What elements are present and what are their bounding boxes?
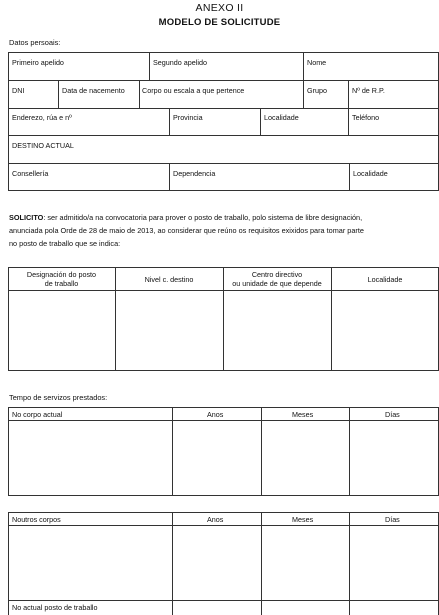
header-line: Centro directivo [251,270,303,279]
row-divider [8,600,439,601]
months-cell[interactable] [262,421,348,495]
col-divider [348,80,349,108]
form-title: MODELO DE SOLICITUDE [158,17,281,28]
directive-center-header [223,270,331,288]
dependency-field[interactable]: Dependencia [173,169,216,178]
service-time-label: Tempo de servizos prestados: [9,393,108,402]
birth-date-field[interactable]: Data de nacemento [62,86,125,95]
col-divider [169,108,170,135]
row-divider [8,135,439,136]
days-cell[interactable] [350,526,438,599]
name-field[interactable]: Nome [307,58,327,67]
other-corps-header: Noutros corpos [12,515,61,524]
directive-center-cell[interactable] [224,291,330,370]
rp-number-field[interactable]: Nº de R.P. [352,86,385,95]
annex-title: ANEXO II [195,2,244,14]
months-cell[interactable] [262,526,348,599]
level-cell[interactable] [116,291,222,370]
col-divider [303,52,304,80]
request-line-1: : ser admitido/a na convocatoria para prover o posto de traballo, polo sistema de libre designación, [43,213,363,222]
level-header [115,275,223,284]
dni-field[interactable]: DNI [12,86,25,95]
header-line: ou unidade de que depende [232,279,322,288]
col-divider [303,80,304,108]
header-line: Localidade [367,275,403,284]
request-paragraph [9,211,439,250]
current-post-label: No actual posto de traballo [12,603,98,612]
request-lead: SOLICITO [9,213,44,222]
post-designation-cell[interactable] [9,291,114,370]
col-divider [58,80,59,108]
months-header: Meses [292,410,314,419]
address-field[interactable]: Enderezo, rúa e nº [12,113,72,122]
post-designation-header [8,270,115,288]
province-field[interactable]: Provincia [173,113,203,122]
corps-field[interactable]: Corpo ou escala a que pertence [142,86,245,95]
current-corps-cell[interactable] [9,421,171,495]
department-field[interactable]: Consellería [12,169,49,178]
col-divider [260,108,261,135]
days-header: Días [385,410,400,419]
current-corps-header: No corpo actual [12,410,63,419]
destination-locality-field[interactable]: Localidade [353,169,388,178]
col-divider [149,52,150,80]
header-line: Nivel c. destino [144,275,194,284]
header-line: Designación do posto [26,270,97,279]
request-line-2: anunciada pola Orde de 28 de maio de 2013, ao considerar que reúno os requisitos exixidos para tomar parte [9,226,364,235]
post-locality-cell[interactable] [332,291,438,370]
months-header: Meses [292,515,314,524]
group-field[interactable]: Grupo [307,86,327,95]
row-divider [8,80,439,81]
col-divider [169,163,170,191]
personal-data-label: Datos persoais: [9,38,61,47]
years-header: Anos [207,410,224,419]
col-divider [349,163,350,191]
days-header: Días [385,515,400,524]
header-line: de traballo [44,279,79,288]
post-locality-header [331,275,439,284]
row-divider [8,108,439,109]
col-divider [348,108,349,135]
current-destination-label: DESTINO ACTUAL [12,141,74,150]
locality-field[interactable]: Localidade [264,113,299,122]
first-surname-field[interactable]: Primeiro apelido [12,58,64,67]
years-cell[interactable] [173,421,260,495]
col-divider [139,80,140,108]
row-divider [8,163,439,164]
request-line-3: no posto de traballo que se indica: [9,239,121,248]
days-cell[interactable] [350,421,438,495]
phone-field[interactable]: Teléfono [352,113,380,122]
years-header: Anos [207,515,224,524]
second-surname-field[interactable]: Segundo apelido [153,58,207,67]
other-corps-cell[interactable] [9,526,171,599]
years-cell[interactable] [173,526,260,599]
